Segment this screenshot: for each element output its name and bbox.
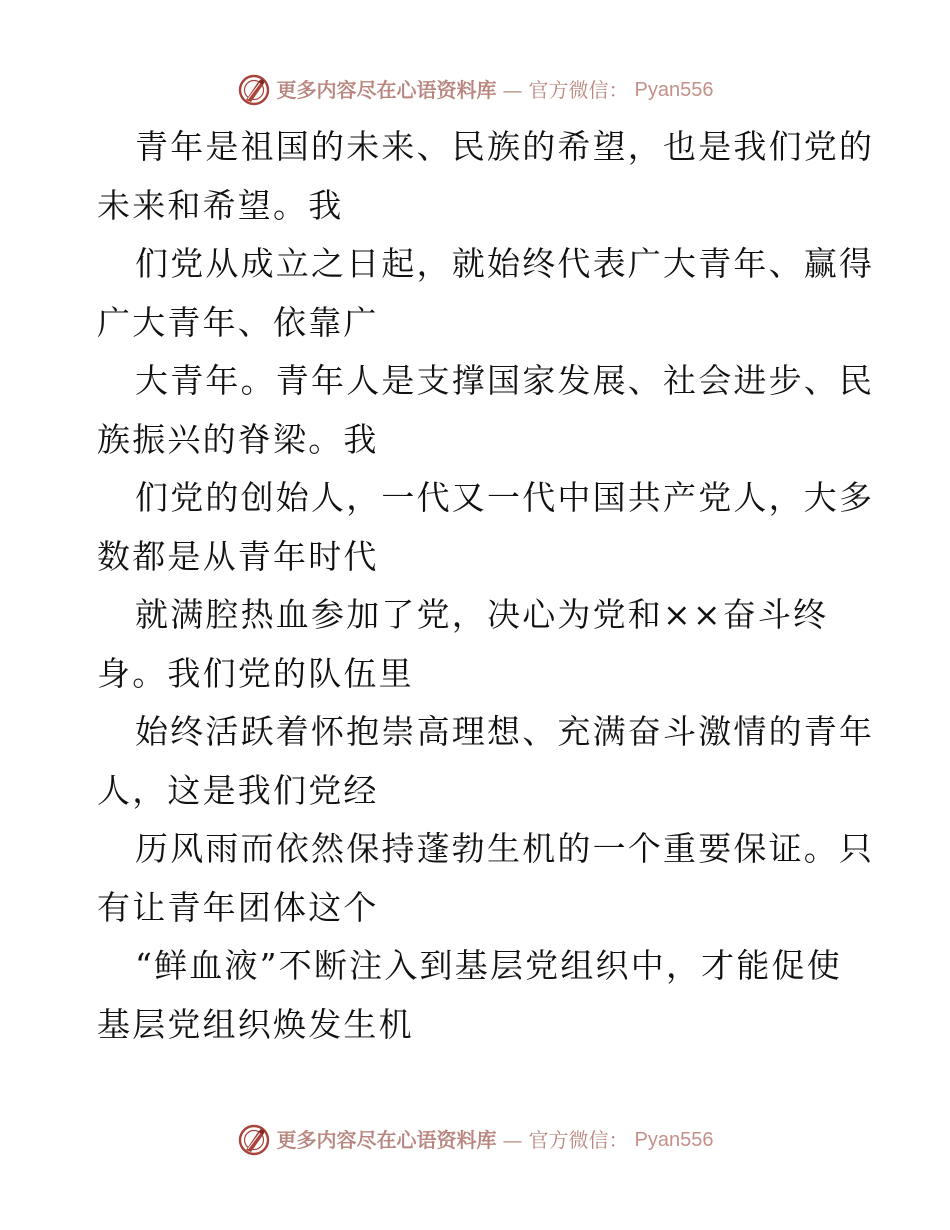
footer-banner-dash: —: [502, 1128, 523, 1152]
body-line-16: 基层党组织焕发生机: [97, 1004, 414, 1044]
header-banner-text: 更多内容尽在心语资料库: [276, 78, 497, 102]
body-line-14: 有让青年团体这个: [97, 887, 379, 927]
footer-wechat-label: 官方微信：: [528, 1128, 629, 1152]
header-banner-dash: —: [502, 78, 523, 102]
body-line-9: 就满腔热血参加了党，决心为党和××奋斗终: [135, 595, 829, 634]
body-line-2: 未来和希望。我: [97, 185, 344, 225]
body-line-15: “鲜血液”不断注入到基层党组织中，才能促使: [135, 946, 842, 985]
body-line-5: 大青年。青年人是支撑国家发展、社会进步、民: [135, 361, 875, 400]
pen-nib-logo-icon: [237, 1123, 271, 1157]
header-banner[interactable]: [0, 70, 950, 110]
body-line-13: 历风雨而依然保持蓬勃生机的一个重要保证。只: [135, 829, 875, 868]
body-line-8: 数都是从青年时代: [97, 536, 379, 576]
body-line-11: 始终活跃着怀抱崇高理想、充满奋斗激情的青年: [135, 712, 875, 751]
footer-wechat-id: Pyan556: [634, 1129, 714, 1151]
footer-banner-text: 更多内容尽在心语资料库: [276, 1128, 497, 1152]
pen-nib-logo-icon: [237, 73, 271, 107]
body-line-6: 族振兴的脊梁。我: [97, 419, 379, 459]
body-line-1: 青年是祖国的未来、民族的希望，也是我们党的: [135, 127, 875, 166]
body-line-4: 广大青年、依靠广: [97, 302, 379, 342]
body-text: [97, 118, 875, 1054]
header-wechat-label: 官方微信：: [528, 78, 629, 102]
body-line-3: 们党从成立之日起，就始终代表广大青年、赢得: [135, 244, 875, 283]
body-line-10: 身。我们党的队伍里: [97, 653, 414, 693]
header-wechat-id: Pyan556: [634, 79, 714, 101]
footer-banner[interactable]: [0, 1120, 950, 1160]
body-line-12: 人，这是我们党经: [97, 770, 379, 810]
body-line-7: 们党的创始人，一代又一代中国共产党人，大多: [135, 478, 875, 517]
